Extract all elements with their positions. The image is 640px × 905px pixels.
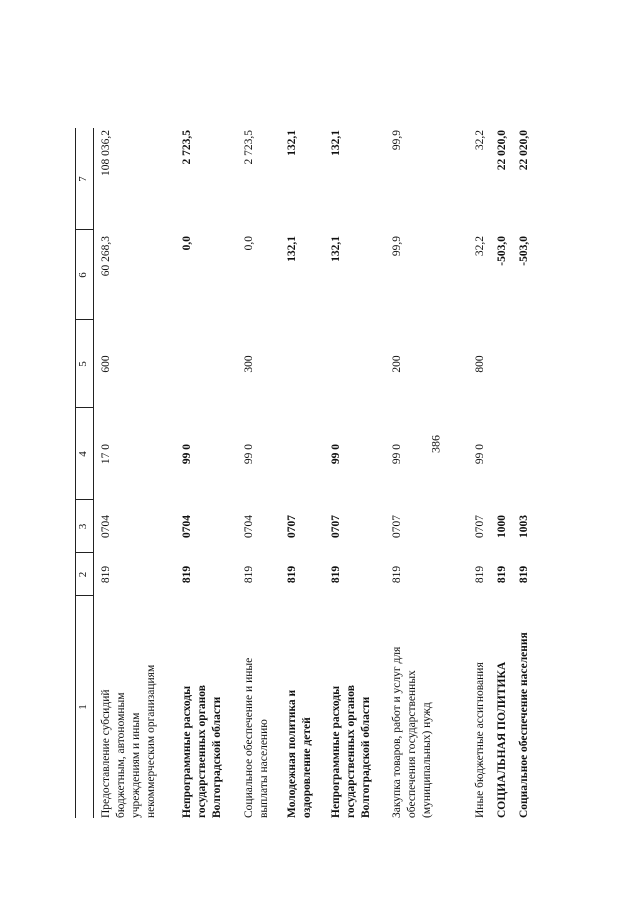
row-program: 99 0 [391,443,403,465]
row-code: 819 [181,565,193,584]
row-change-amount: 0,0 [181,236,193,251]
row-change-amount: -503,0 [518,236,530,266]
row-program: 17 0 [100,443,112,465]
row-section: 0707 [286,515,298,538]
column-header-1: 1 [77,704,89,710]
row-name: Социальное обеспечение и иные выплаты населению [243,657,270,818]
budget-table [75,128,555,818]
row-name: Социальное обеспечение населения [518,632,530,818]
row-code: 819 [518,565,530,584]
row-code: 819 [496,565,508,584]
row-change-amount: 0,0 [243,236,255,251]
row-name: Иные бюджетные ассигнования [474,662,486,818]
row-section: 0707 [474,515,486,538]
row-change-amount: 60 268,3 [100,236,112,277]
row-total-amount: 22 020,0 [496,130,508,171]
row-total-amount: 2 723,5 [243,130,255,165]
row-program: 99 0 [474,443,486,465]
row-expense-type: 200 [391,355,403,373]
row-total-amount: 32,2 [474,130,486,151]
row-code: 819 [391,565,403,584]
row-program: 99 0 [330,443,342,465]
row-total-amount: 108 036,2 [100,130,112,176]
row-change-amount: 32,2 [474,236,486,257]
row-change-amount: -503,0 [496,236,508,266]
row-total-amount: 132,1 [286,130,298,156]
row-expense-type: 600 [100,355,112,373]
row-name: Предоставление субсидий бюджетным, автономным учреждениям и иным некоммерческим организациям [100,664,157,818]
row-change-amount: 132,1 [286,236,298,262]
row-name: СОЦИАЛЬНАЯ ПОЛИТИКА [496,661,508,818]
column-header-2: 2 [77,571,89,578]
row-section: 0704 [100,515,112,538]
page-number: 386 [428,435,443,453]
row-name: Молодежная политика и оздоровление детей [286,689,313,818]
row-section: 0704 [181,515,193,538]
row-total-amount: 99,9 [391,130,403,151]
row-code: 819 [286,565,298,584]
row-program: 99 0 [181,443,193,465]
row-change-amount: 99,9 [391,236,403,257]
row-program: 99 0 [243,443,255,465]
row-code: 819 [243,565,255,584]
row-section: 1000 [496,515,508,538]
column-header-4: 4 [77,451,89,457]
column-header-5: 5 [77,361,89,367]
row-section: 0707 [391,515,403,538]
column-header-6: 6 [77,272,89,278]
row-section: 0707 [330,515,342,538]
row-change-amount: 132,1 [330,236,342,262]
row-total-amount: 132,1 [330,130,342,156]
row-expense-type: 300 [243,355,255,373]
table-header-rule [93,128,94,818]
row-code: 819 [330,565,342,584]
row-name: Непрограммные расходы государственных органов Волгоградской области [181,685,223,818]
row-name: Закупка товаров, работ и услуг для обеспечения государственных (муниципальных) нужд [391,646,433,818]
row-section: 1003 [518,515,530,538]
row-code: 819 [100,565,112,584]
column-header-3: 3 [77,523,89,530]
row-total-amount: 2 723,5 [181,130,193,165]
column-header-7: 7 [77,176,89,182]
row-code: 819 [474,565,486,584]
row-expense-type: 800 [474,355,486,373]
row-section: 0704 [243,515,255,538]
row-name: Непрограммные расходы государственных органов Волгоградской области [330,685,372,818]
row-total-amount: 22 020,0 [518,130,530,171]
